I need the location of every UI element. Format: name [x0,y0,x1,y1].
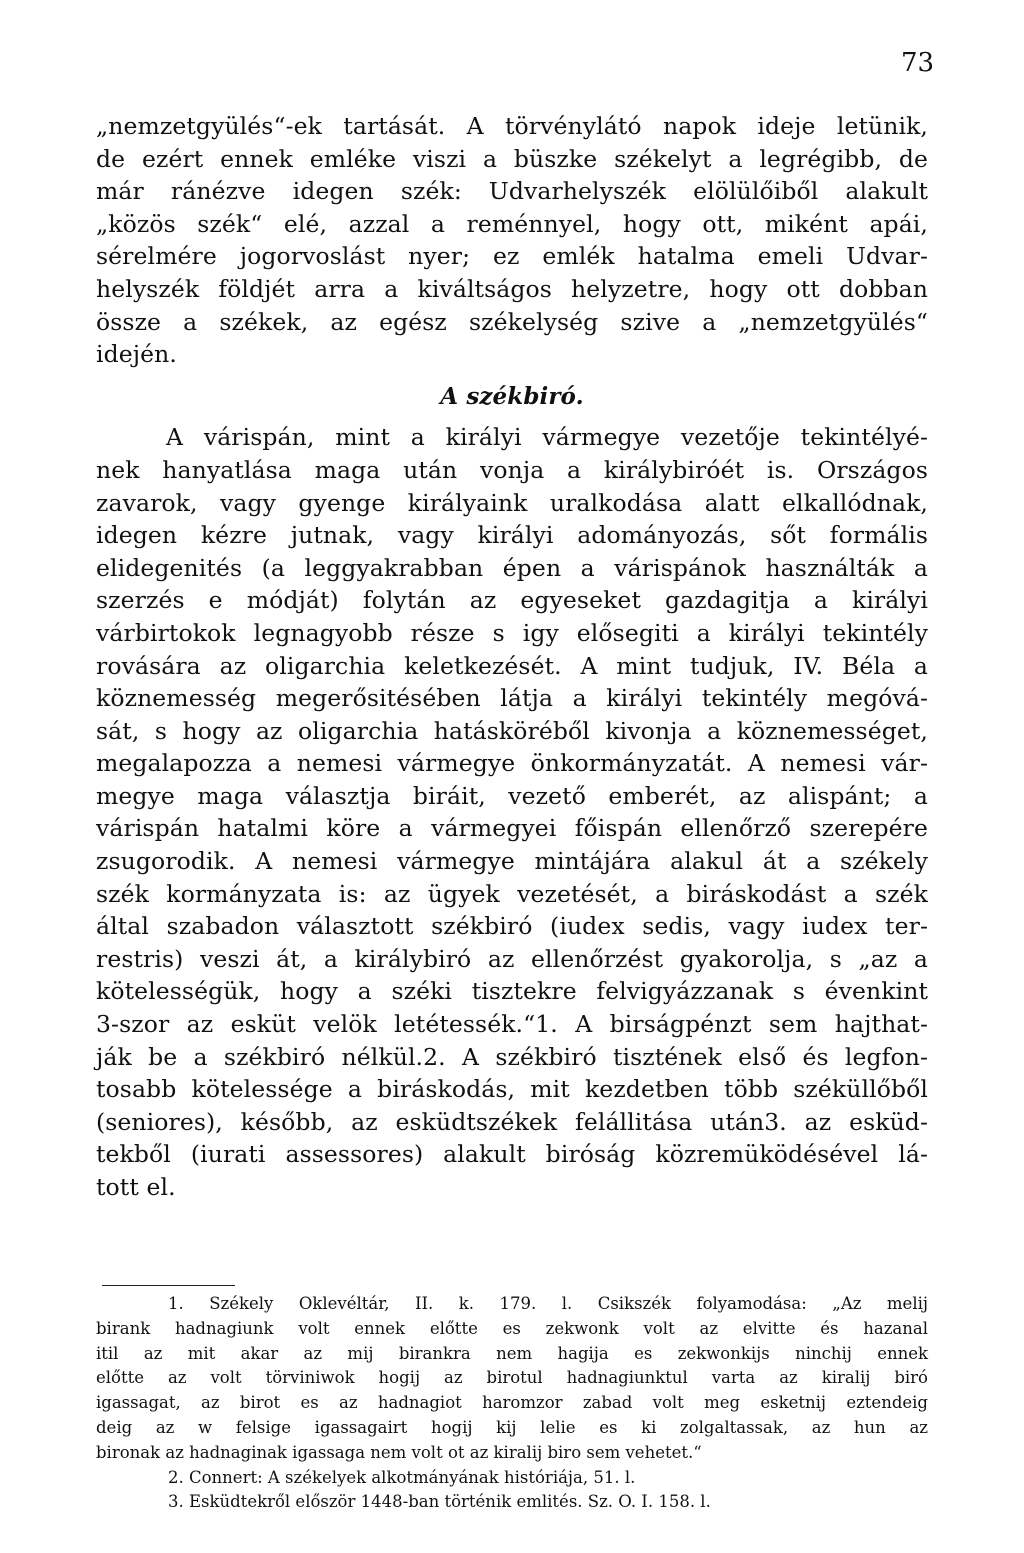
footnote-line: igassagat, az birot es az hadnagiot haromzor zabad volt meg esketnij eztendeig [96,1393,928,1413]
text-line: rovására az oligarchia keletkezését. A mint tudjuk, IV. Béla a [96,651,928,680]
footnote-line: deig az w felsige igassagairt hogij kij lelie es ki zolgaltassak, az hun az [96,1417,928,1437]
text-line: várispán hatalmi köre a vármegyei főispán ellenőrző szerepére [96,814,928,843]
text-line: szék kormányzata is: az ügyek vezetését, a biráskodást a szék [96,879,928,908]
text-line: „közös szék“ elé, azzal a reménnyel, hogy ott, miként apái, [96,209,928,238]
text-line: zsugorodik. A nemesi vármegye mintájára alakul át a székely [96,847,928,876]
text-line: de ezért ennek emléke viszi a büszke székelyt a legrégibb, de [96,144,928,173]
body-text [96,110,928,1204]
text-line: zavarok, vagy gyenge királyaink uralkodása alatt elkallódnak, [96,488,928,517]
text-line: már ránézve idegen szék: Udvarhelyszék elölülőiből alakult [96,177,928,206]
text-line: tott el. [96,1173,176,1201]
text-line: sát, s hogy az oligarchia hatásköréből kivonja a köznemességet, [96,716,928,745]
text-line: össze a székek, az egész székelység szive a „nemzetgyülés“ [96,307,928,336]
footnote-line: bironak az hadnaginak igassaga nem volt ot az kiralij biro sem vehetet.“ [96,1442,702,1462]
text-line: A várispán, mint a királyi vármegye vezetője tekintélyé- [166,423,928,452]
footnote-line: 1. Székely Oklevéltár, II. k. 179. l. Csikszék folyamodása: „Az melij [168,1294,928,1313]
text-line: 3-szor az esküt velök letétessék.“1. A birságpénzt sem hajthat- [96,1010,928,1039]
footnote-line: 3. Esküdtekről először 1448-ban történik emlités. Sz. O. I. 158. l. [168,1492,711,1512]
text-line: sérelmére jogorvoslást nyer; ez emlék hatalma emeli Udvar- [96,242,928,271]
text-line: ják be a székbiró nélkül.2. A székbiró tisztének első és legfon- [96,1042,928,1071]
text-line: várbirtokok legnagyobb része s igy elősegiti a királyi tekintély [96,618,928,647]
footnote-divider [102,1285,235,1286]
footnote-line: előtte az volt törviniwok hogij az birotul hadnagiunktul varta az kiralij biró [96,1368,928,1388]
text-line: idegen kézre jutnak, vagy királyi adományozás, sőt formális [96,521,928,550]
page-number: 73 [901,48,935,78]
text-line: szerzés e módját) folytán az egyeseket gazdagitja a királyi [96,586,928,615]
section-heading: A székbiró. [440,382,584,410]
footnote-line: 2. Connert: A székelyek alkotmányának históriája, 51. l. [168,1467,636,1487]
text-line: megye maga választja biráit, vezető emberét, az alispánt; a [96,781,928,810]
text-line: megalapozza a nemesi vármegye önkormányzatát. A nemesi vár- [96,749,928,778]
text-line: köznemesség megerősitésében látja a királyi tekintély megóvá- [96,684,928,713]
footnote-line: itil az mit akar az mij birankra nem hagija es zekwonkijs ninchij ennek [96,1343,928,1363]
text-line: kötelességük, hogy a széki tisztekre felvigyázzanak s évenkint [96,977,928,1006]
text-line: (seniores), később, az esküdtszékek felállitása után3. az esküd- [96,1107,928,1136]
text-line: által szabadon választott székbiró (iudex sedis, vagy iudex ter- [96,912,928,941]
text-line: elidegenités (a leggyakrabban épen a várispánok használták a [96,553,928,582]
text-line: tekből (iurati assessores) alakult biróság közremüködésével lá- [96,1140,928,1169]
text-line: restris) veszi át, a királybiró az ellenőrzést gyakorolja, s „az a [96,944,928,973]
footnotes [96,1292,928,1515]
text-line: „nemzetgyülés“-ek tartását. A törvénylátó napok ideje letünik, [96,112,928,140]
text-line: tosabb kötelessége a biráskodás, mit kezdetben több széküllőből [96,1075,928,1104]
text-line: helyszék földjét arra a kiváltságos helyzetre, hogy ott dobban [96,274,928,303]
text-line: idején. [96,340,177,369]
footnote-line: birank hadnagiunk volt ennek előtte es zekwonk volt az elvitte és hazanal [96,1318,928,1338]
text-line: nek hanyatlása maga után vonja a királybiróét is. Országos [96,455,928,484]
